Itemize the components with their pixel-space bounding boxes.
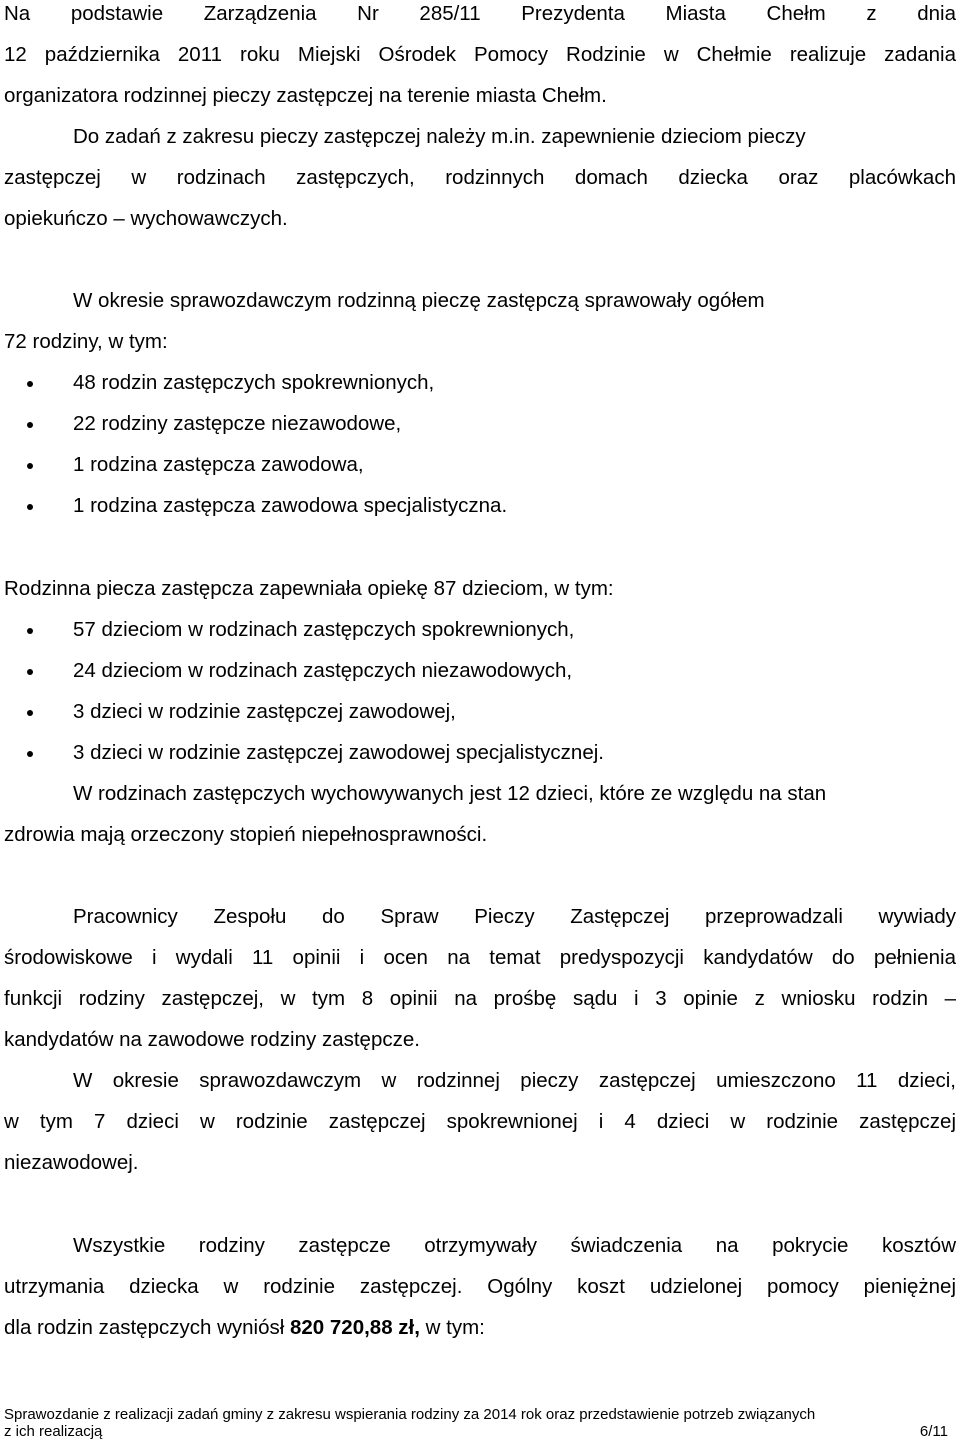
text-line: 12 października 2011 roku Miejski Ośrodek Pomocy Rodzinie w Chełmie realizuje zadania xyxy=(4,43,956,66)
text-line: kandydatów na zawodowe rodziny zastępcze. xyxy=(4,1028,420,1051)
footer-title: Sprawozdanie z realizacji zadań gminy z zakresu wspierania rodziny za 2014 rok oraz przedstawienie potrzeb związanych xyxy=(4,1406,816,1423)
bullet-icon xyxy=(27,710,33,716)
bullet-icon xyxy=(27,422,33,428)
list-item: 1 rodzina zastępcza zawodowa, xyxy=(4,444,956,485)
list-item: 22 rodziny zastępcze niezawodowe, xyxy=(4,403,956,444)
families-list xyxy=(4,362,956,526)
text-line: utrzymania dziecka w rodzinie zastępczej. Ogólny koszt udzielonej pomocy pieniężnej xyxy=(4,1275,956,1298)
text-line: W rodzinach zastępczych wychowywanych jest 12 dzieci, które ze względu na stan xyxy=(73,782,827,805)
text-line: 72 rodziny, w tym: xyxy=(4,330,168,353)
list-item: 3 dzieci w rodzinie zastępczej zawodowej, xyxy=(4,691,956,732)
list-item: 48 rodzin zastępczych spokrewnionych, xyxy=(4,362,956,403)
text-line: Pracownicy Zespołu do Spraw Pieczy Zastępczej przeprowadzali wywiady xyxy=(73,905,956,928)
bullet-icon xyxy=(27,504,33,510)
page-number: 6/11 xyxy=(919,1423,948,1440)
total-amount: 820 720,88 zł, xyxy=(290,1316,420,1339)
text-line: Na podstawie Zarządzenia Nr 285/11 Prezydenta Miasta Chełm z dnia xyxy=(4,2,956,25)
footer-title-cont: z ich realizacją xyxy=(4,1423,103,1440)
paragraph-children xyxy=(4,568,956,855)
text-line: zdrowia mają orzeczony stopień niepełnosprawności. xyxy=(4,823,488,846)
text-line: Do zadań z zakresu pieczy zastępczej należy m.in. zapewnienie dzieciom pieczy xyxy=(73,125,806,148)
text-line: W okresie sprawozdawczym w rodzinnej pieczy zastępczej umieszczono 11 dzieci, xyxy=(73,1069,956,1092)
text-line: Rodzinna piecza zastępcza zapewniała opiekę 87 dzieciom, w tym: xyxy=(4,577,614,600)
bullet-icon xyxy=(27,669,33,675)
list-item: 1 rodzina zastępcza zawodowa specjalistyczna. xyxy=(4,485,956,526)
text-line: Wszystkie rodziny zastępcze otrzymywały świadczenia na pokrycie kosztów xyxy=(73,1234,956,1257)
paragraph-benefits xyxy=(4,1225,956,1348)
text-line: niezawodowej. xyxy=(4,1151,139,1174)
paragraph-intro xyxy=(4,0,956,239)
bullet-icon xyxy=(27,628,33,634)
page-footer xyxy=(4,1406,948,1440)
paragraph-families xyxy=(4,280,956,526)
text-line: organizatora rodzinnej pieczy zastępczej na terenie miasta Chełm. xyxy=(4,84,607,107)
list-item: 57 dzieciom w rodzinach zastępczych spokrewnionych, xyxy=(4,609,956,650)
paragraph-team xyxy=(4,896,956,1183)
list-item: 3 dzieci w rodzinie zastępczej zawodowej specjalistycznej. xyxy=(4,732,956,773)
text-line: funkcji rodziny zastępczej, w tym 8 opinii na prośbę sądu i 3 opinie z wniosku rodzin – xyxy=(4,987,956,1010)
bullet-icon xyxy=(27,463,33,469)
text-line: środowiskowe i wydali 11 opinii i ocen na temat predyspozycji kandydatów do pełnienia xyxy=(4,946,956,969)
text-line: zastępczej w rodzinach zastępczych, rodzinnych domach dziecka oraz placówkach xyxy=(4,166,956,189)
text-line: opiekuńczo – wychowawczych. xyxy=(4,207,288,230)
children-list xyxy=(4,609,956,773)
text-line: w tym 7 dzieci w rodzinie zastępczej spokrewnionej i 4 dzieci w rodzinie zastępczej xyxy=(4,1110,956,1133)
bullet-icon xyxy=(27,381,33,387)
text-line: W okresie sprawozdawczym rodzinną pieczę zastępczą sprawowały ogółem xyxy=(73,289,765,312)
list-item: 24 dzieciom w rodzinach zastępczych niezawodowych, xyxy=(4,650,956,691)
bullet-icon xyxy=(27,751,33,757)
text-line: dla rodzin zastępczych wyniósł 820 720,88 zł, w tym: xyxy=(4,1316,485,1339)
